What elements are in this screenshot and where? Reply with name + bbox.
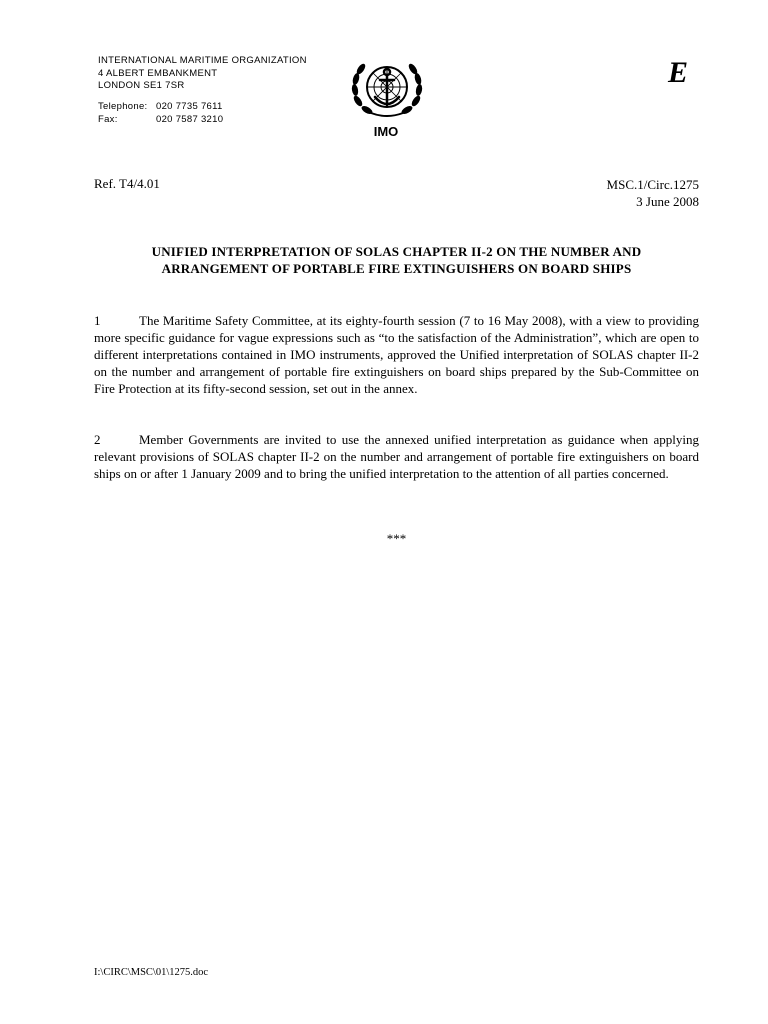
document-symbol-block — [607, 176, 699, 210]
title-line-1: UNIFIED INTERPRETATION OF SOLAS CHAPTER II-2 ON THE NUMBER AND — [151, 244, 642, 259]
org-name: INTERNATIONAL MARITIME ORGANIZATION — [98, 55, 307, 66]
reference-number: Ref. T4/4.01 — [94, 176, 160, 191]
paragraph-1 — [94, 312, 699, 397]
paragraph-number: 1 — [94, 313, 101, 328]
paragraph-number: 2 — [94, 432, 101, 447]
language-mark: E — [668, 56, 689, 89]
telephone-number: 020 7735 7611 — [156, 101, 223, 112]
org-street: 4 ALBERT EMBANKMENT — [98, 67, 218, 79]
fax-label: Fax: — [98, 113, 118, 125]
telephone-row — [98, 101, 223, 114]
title-line-2: ARRANGEMENT OF PORTABLE FIRE EXTINGUISHERS ON BOARD SHIPS — [161, 261, 632, 276]
imo-abbreviation: IMO — [373, 124, 399, 139]
paragraph-2 — [94, 431, 699, 482]
fax-number: 020 7587 3210 — [156, 113, 224, 125]
footer-file-path: I:\CIRC\MSC\01\1275.doc — [94, 967, 209, 978]
section-separator: *** — [386, 531, 407, 546]
paragraph-text: The Maritime Safety Committee, at its eighty-fourth session (7 to 16 May 2008), with a view to providing more specific guidance for vague expressions such as “to the satisfaction of the Administration”, which are open to different interpretations contained in IMO instruments, approved the Unified interpretation of SOLAS chapter II-2 on the number and arrangement of portable fire extinguishers on board ships prepared by the Sub-Committee on Fire Protection at its fifty-second session, set out in the annex. — [94, 313, 699, 396]
document-title — [94, 243, 699, 277]
org-city: LONDON SE1 7SR — [98, 80, 185, 91]
paragraph-text: Member Governments are invited to use the annexed unified interpretation as guidance when applying relevant provisions of SOLAS chapter II-2 on the number and arrangement of portable fire extinguishers on board ships on or after 1 January 2009 and to bring the unified interpretation to the attention of all parties concerned. — [94, 432, 699, 481]
document-date: 3 June 2008 — [636, 194, 699, 209]
telephone-label: Telephone: — [98, 101, 148, 112]
contact-info — [98, 101, 223, 126]
document-symbol: MSC.1/Circ.1275 — [606, 177, 699, 192]
imo-emblem-logo — [349, 57, 425, 121]
fax-row — [98, 114, 223, 127]
organization-address — [98, 55, 307, 93]
